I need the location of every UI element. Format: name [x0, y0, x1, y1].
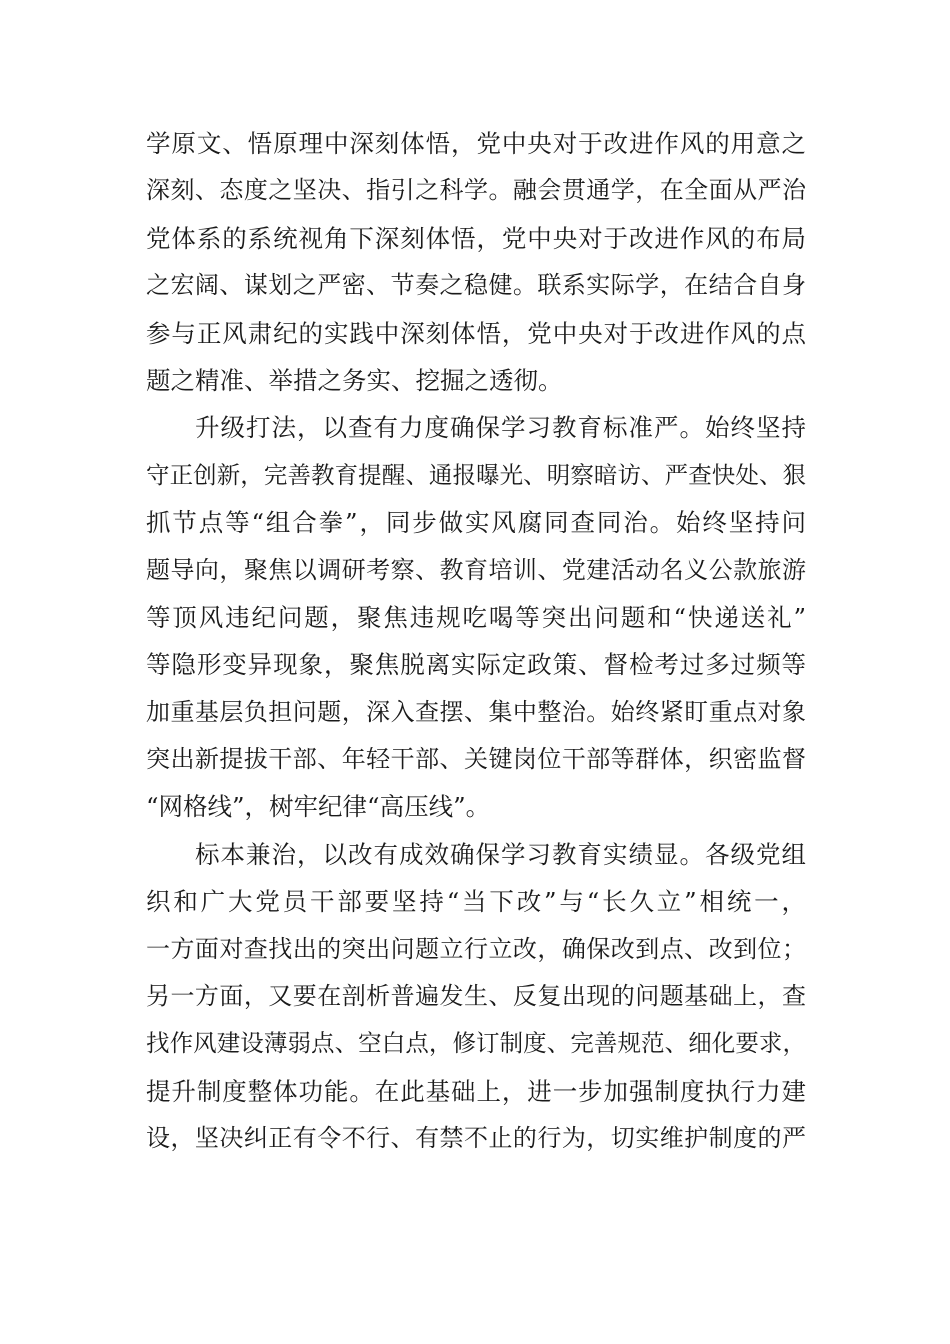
text-line: 等隐形变异现象，聚焦脱离实际定政策、督检考过多过频等 [146, 650, 806, 680]
text-line: 学原文、悟原理中深刻体悟，党中央对于改进作风的用意之 [146, 129, 806, 158]
text-line: 标本兼治，以改有成效确保学习教育实绩显。各级党组 [195, 839, 806, 869]
text-line: 一方面对查找出的突出问题立行立改，确保改到点、改到位； [146, 934, 806, 963]
paragraph-2 [146, 404, 806, 831]
paragraph-1 [146, 120, 806, 404]
text-line: 守正创新，完善教育提醒、通报曝光、明察暗访、严查快处、狠 [146, 460, 806, 489]
text-line: 另一方面，又要在剖析普遍发生、反复出现的问题基础上，查 [146, 982, 806, 1011]
text-line: 参与正风肃纪的实践中深刻体悟，党中央对于改进作风的点 [146, 318, 806, 348]
text-line: 提升制度整体功能。在此基础上，进一步加强制度执行力建 [146, 1076, 806, 1106]
text-line: 等顶风违纪问题，聚焦违规吃喝等突出问题和“快递送礼” [146, 602, 806, 632]
text-line: 党体系的系统视角下深刻体悟，党中央对于改进作风的布局 [146, 223, 806, 253]
document-body [146, 120, 806, 1163]
text-line: 题之精准、举措之务实、挖掘之透彻。 [146, 365, 563, 395]
text-line: 抓节点等“组合拳”，同步做实风腐同查同治。始终坚持问 [146, 508, 806, 538]
text-line: 设，坚决纠正有令不行、有禁不止的行为，切实维护制度的严 [146, 1124, 806, 1153]
text-line: “网格线”，树牢纪律“高压线”。 [146, 792, 491, 822]
paragraph-3 [146, 831, 806, 1163]
text-line: 深刻、态度之坚决、指引之科学。融会贯通学，在全面从严治 [146, 176, 806, 205]
text-line: 之宏阔、谋划之严密、节奏之稳健。联系实际学，在结合自身 [146, 271, 806, 300]
text-line: 织和广大党员干部要坚持“当下改”与“长久立”相统一， [146, 887, 806, 917]
text-line: 题导向，聚焦以调研考察、教育培训、党建活动名义公款旅游 [146, 555, 806, 584]
text-line: 突出新提拔干部、年轻干部、关键岗位干部等群体，织密监督 [146, 745, 806, 774]
text-line: 升级打法，以查有力度确保学习教育标准严。始终坚持 [195, 413, 806, 443]
text-line: 加重基层负担问题，深入查摆、集中整治。始终紧盯重点对象 [146, 697, 806, 726]
text-line: 找作风建设薄弱点、空白点，修订制度、完善规范、细化要求， [146, 1029, 806, 1058]
